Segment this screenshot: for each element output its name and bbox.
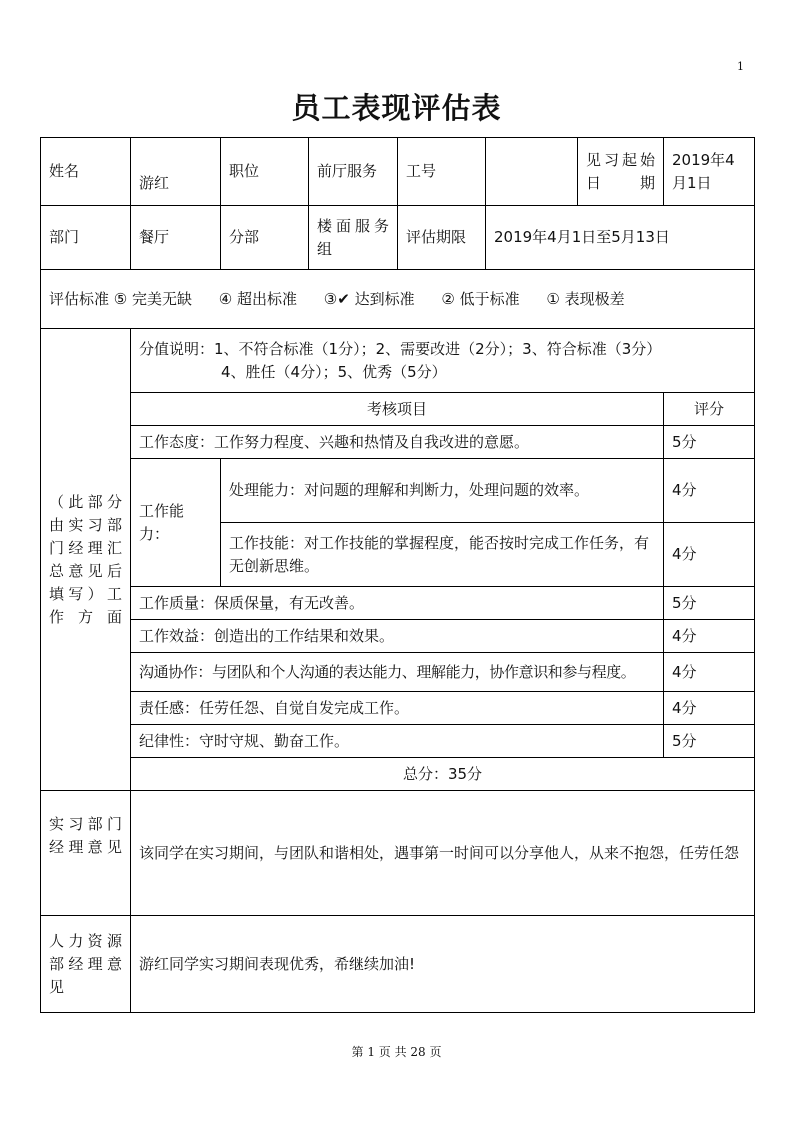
standard-label: 评估标准 bbox=[49, 289, 110, 308]
criteria-communication-text: 沟通协作：与团队和个人沟通的表达能力、理解能力，协作意识和参与程度。 bbox=[131, 653, 664, 692]
criteria-attitude-text: 工作态度：工作努力程度、兴趣和热情及自我改进的意愿。 bbox=[131, 426, 664, 459]
position-value: 前厅服务 bbox=[309, 138, 398, 206]
period-value: 2019年4月1日至5月13日 bbox=[486, 206, 755, 270]
info-row-2 bbox=[41, 206, 755, 270]
dept-manager-label: 实习部门经理意见 bbox=[41, 791, 131, 916]
employee-id-label: 工号 bbox=[398, 138, 486, 206]
criteria-quality-text: 工作质量：保质保量，有无改善。 bbox=[131, 587, 664, 620]
criteria-row-quality bbox=[41, 587, 755, 620]
scoring-desc-line1: 分值说明：1、不符合标准（1分）；2、需要改进（2分）；3、符合标准（3分） bbox=[139, 339, 662, 358]
standard-row bbox=[41, 270, 755, 329]
criteria-attitude-score: 5分 bbox=[664, 426, 755, 459]
criteria-row-attitude bbox=[41, 426, 755, 459]
start-date-value: 2019年4月1日 bbox=[664, 138, 755, 206]
criteria-responsibility-text: 责任感：任劳任怨、自觉自发完成工作。 bbox=[131, 692, 664, 725]
total-score: 总分：35分 bbox=[131, 758, 755, 791]
criteria-discipline-text: 纪律性：守时守规、勤奋工作。 bbox=[131, 725, 664, 758]
ability-label: 工作能力： bbox=[131, 459, 221, 587]
hr-manager-row bbox=[41, 916, 755, 1013]
criteria-responsibility-score: 4分 bbox=[664, 692, 755, 725]
criteria-header-item: 考核项目 bbox=[131, 393, 664, 426]
standard-item-5: ⑤ 完美无缺 bbox=[113, 289, 193, 308]
page-footer: 第 1 页 共 28 页 bbox=[351, 1045, 442, 1059]
criteria-processing-text: 处理能力：对问题的理解和判断力，处理问题的效率。 bbox=[221, 459, 664, 523]
hr-manager-label: 人力资源部经理意见 bbox=[41, 916, 131, 1013]
criteria-skill-text: 工作技能：对工作技能的掌握程度，能否按时完成工作任务，有无创新思维。 bbox=[221, 523, 664, 587]
page-number-top: 1 bbox=[737, 60, 744, 73]
branch-label: 分部 bbox=[221, 206, 309, 270]
criteria-header-row bbox=[41, 393, 755, 426]
scoring-desc-line2: 4、胜任（4分）；5、优秀（5分） bbox=[221, 362, 447, 381]
criteria-skill-score: 4分 bbox=[664, 523, 755, 587]
evaluation-form-table bbox=[40, 137, 755, 1013]
criteria-row-processing bbox=[41, 459, 755, 523]
position-label: 职位 bbox=[221, 138, 309, 206]
hr-manager-opinion: 游红同学实习期间表现优秀，希继续加油! bbox=[131, 916, 755, 1013]
page-title: 员工表现评估表 bbox=[291, 91, 502, 125]
dept-manager-row bbox=[41, 791, 755, 916]
criteria-processing-score: 4分 bbox=[664, 459, 755, 523]
standard-item-4: ④ 超出标准 bbox=[218, 289, 298, 308]
name-value: 游红 bbox=[131, 138, 221, 206]
standard-item-3: ③✔ 达到标准 bbox=[323, 289, 415, 308]
work-section-label: （此部分由实习部门经理汇总意见后填写）工作方面 bbox=[41, 329, 131, 791]
criteria-communication-score: 4分 bbox=[664, 653, 755, 692]
criteria-quality-score: 5分 bbox=[664, 587, 755, 620]
criteria-row-responsibility bbox=[41, 692, 755, 725]
period-label: 评估期限 bbox=[398, 206, 486, 270]
scoring-desc-row bbox=[41, 329, 755, 393]
branch-value: 楼面服务组 bbox=[309, 206, 398, 270]
standard-item-2: ② 低于标准 bbox=[441, 289, 520, 308]
criteria-row-discipline bbox=[41, 725, 755, 758]
criteria-row-communication bbox=[41, 653, 755, 692]
employee-id-value bbox=[486, 138, 578, 206]
dept-manager-opinion: 该同学在实习期间，与团队和谐相处，遇事第一时间可以分享他人，从来不抱怨，任劳任怨 bbox=[131, 791, 755, 916]
criteria-efficiency-text: 工作效益：创造出的工作结果和效果。 bbox=[131, 620, 664, 653]
name-label: 姓名 bbox=[41, 138, 131, 206]
total-row bbox=[41, 758, 755, 791]
criteria-row-efficiency bbox=[41, 620, 755, 653]
department-value: 餐厅 bbox=[131, 206, 221, 270]
start-date-label: 见习起始日期 bbox=[578, 138, 664, 206]
criteria-discipline-score: 5分 bbox=[664, 725, 755, 758]
criteria-header-score: 评分 bbox=[664, 393, 755, 426]
standard-item-1: ① 表现极差 bbox=[546, 289, 625, 308]
info-row-1 bbox=[41, 138, 755, 206]
department-label: 部门 bbox=[41, 206, 131, 270]
criteria-efficiency-score: 4分 bbox=[664, 620, 755, 653]
